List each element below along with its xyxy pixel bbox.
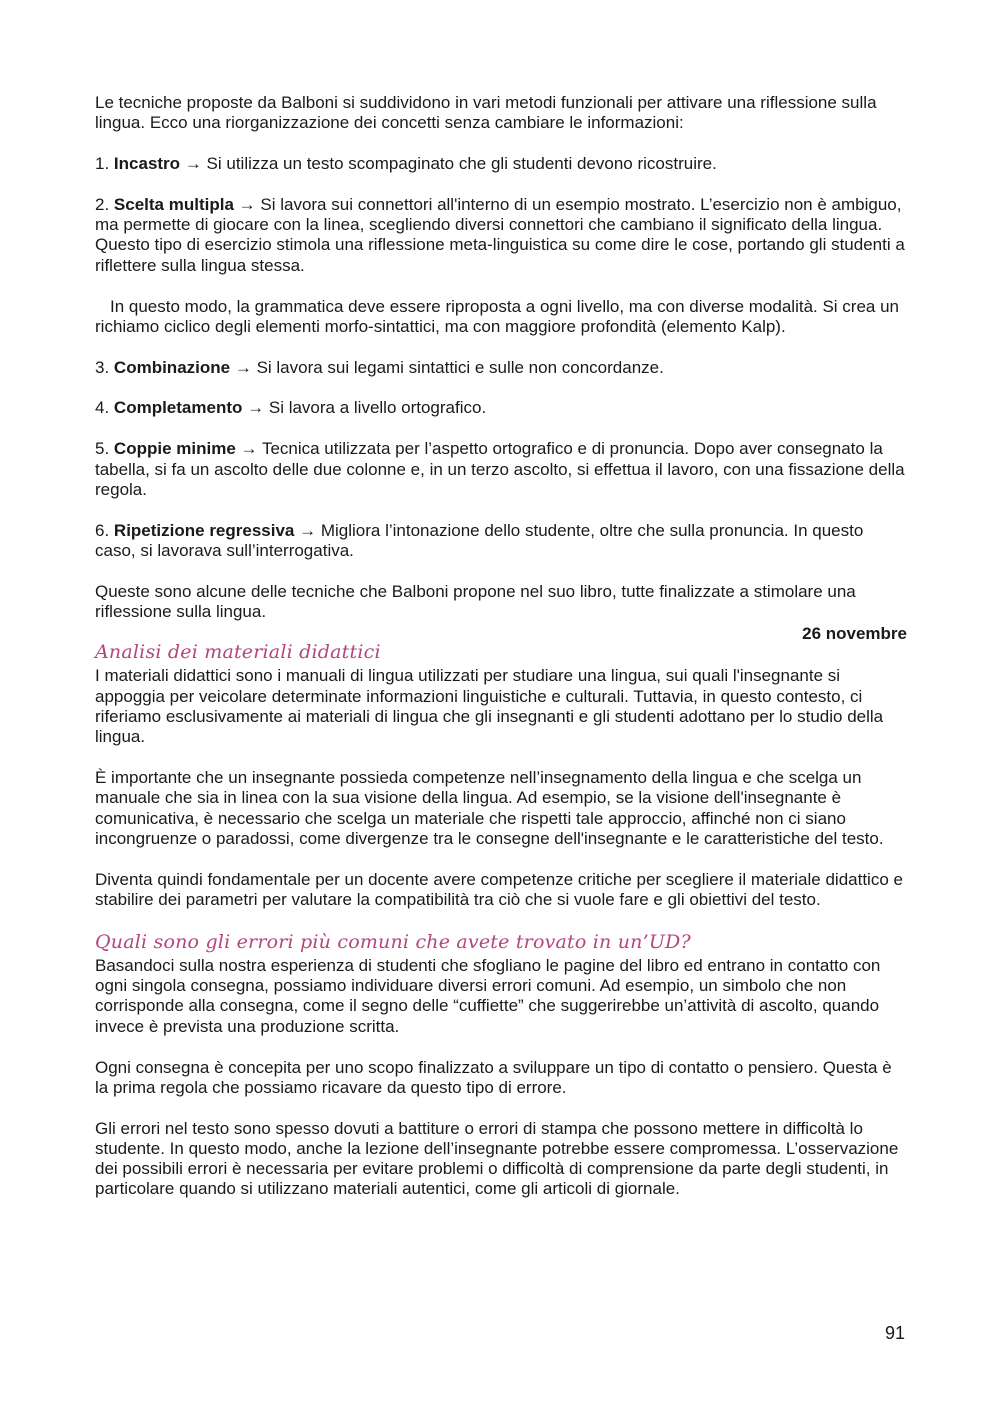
section-heading-materiali: Analisi dei materiali didattici: [95, 641, 381, 664]
item-text: Tecnica utilizzata per l’aspetto ortografico e di pronuncia. Dopo aver consegnato la tabella, si fa un ascolto delle due colonne e, in un terzo ascolto, si effettua il lavoro, con una fissazione della regola.: [95, 439, 905, 499]
item-text: Si lavora a livello ortografico.: [268, 398, 487, 418]
item-term: Ripetizione regressiva: [113, 520, 295, 540]
item-number: 1.: [95, 154, 110, 174]
item-text: Si utilizza un testo scompaginato che gli studenti devono ricostruire.: [206, 154, 717, 174]
section1-paragraph: Diventa quindi fondamentale per un docente avere competenze critiche per scegliere il materiale didattico e stabilire dei parametri per valutare la compatibilità tra ciò che si vuole fare e gli obiettivi del testo.: [95, 869, 903, 910]
item-term: Incastro: [113, 154, 181, 174]
item-number: 6.: [95, 520, 110, 540]
section2-paragraph: Gli errori nel testo sono spesso dovuti a battiture o errori di stampa che possono mettere in difficoltà lo studente. In questo modo, anche la lezione dell’insegnante potrebbe essere compromessa. L’osservazione dei possibili errori è necessaria per evitare problemi o difficoltà di comprensione da parte degli studenti, in particolare quando si utilizzano materiali autentici, come gli articoli di giornale.: [95, 1118, 899, 1199]
item-text: Si lavora sui connettori all'interno di un esempio mostrato. L’esercizio non è ambiguo, ma permette di giocare con la linea, scegliendo diversi connettori che cambiano il significato della lingua. Questo tipo di esercizio stimola una riflessione meta-linguistica su come dire le cose, portando gli studenti a riflettere sulla lingua stessa.: [95, 194, 905, 275]
arrow-icon: →: [234, 357, 252, 377]
arrow-icon: →: [240, 439, 258, 459]
lesson-date: 26 novembre: [802, 624, 907, 644]
technique-item-coppie-minime: [95, 439, 907, 500]
grammar-note-paragraph: In questo modo, la grammatica deve essere riproposta a ogni livello, ma con diverse modalità. Si crea un richiamo ciclico degli elementi morfo-sintattici, ma con maggiore profondità (elemento Kalp).: [95, 296, 900, 336]
closing-paragraph: Queste sono alcune delle tecniche che Balboni propone nel suo libro, tutte finalizzate a stimolare una riflessione sulla lingua.: [95, 581, 856, 622]
page-content: [95, 93, 907, 1200]
arrow-icon: →: [238, 194, 256, 214]
technique-item-completamento: [95, 398, 907, 418]
arrow-icon: →: [184, 154, 202, 174]
section1-paragraph: I materiali didattici sono i manuali di lingua utilizzati per studiare una lingua, sui quali l'insegnante si appoggia per veicolare determinate informazioni linguistiche e culturali. Tuttavia, in questo contesto, ci riferiamo esclusivamente ai materiali di lingua che gli insegnanti e gli studenti adottano per lo studio della lingua.: [95, 666, 884, 747]
section1-paragraph: È importante che un insegnante possieda competenze nell’insegnamento della lingua e che scelga un manuale che sia in linea con la sua visione della lingua. Ad esempio, se la visione dell'insegnante è comunicativa, è necessario che scelga un materiale che rispetti tale approccio, affinché non ci siano incongruenze o paradossi, come divergenze tra le consegne dell'insegnante e le caratteristiche del testo.: [95, 768, 884, 848]
item-term: Combinazione: [113, 357, 231, 377]
section-heading-errori: Quali sono gli errori più comuni che avete trovato in un’UD?: [95, 930, 691, 953]
item-number: 4.: [95, 398, 110, 418]
item-term: Scelta multipla: [113, 194, 234, 214]
section2-paragraph: Ogni consegna è concepita per uno scopo finalizzato a sviluppare un tipo di contatto o pensiero. Questa è la prima regola che possiamo ricavare da questo tipo di errore.: [95, 1057, 892, 1097]
technique-item-combinazione: [95, 358, 907, 378]
item-number: 5.: [95, 439, 110, 459]
item-term: Coppie minime: [113, 439, 236, 459]
item-text: Migliora l’intonazione dello studente, oltre che sulla pronuncia. In questo caso, si lavorava sull’interrogativa.: [95, 520, 864, 560]
technique-item-ripetizione-regressiva: [95, 521, 907, 562]
arrow-icon: →: [299, 520, 317, 540]
page-number: 91: [884, 1323, 905, 1343]
item-term: Completamento: [113, 398, 243, 418]
arrow-icon: →: [247, 398, 265, 418]
technique-item-incastro: [95, 154, 907, 174]
section2-paragraph: Basandoci sulla nostra esperienza di studenti che sfogliano le pagine del libro ed entrano in contatto con ogni singola consegna, possiamo individuare diversi errori comuni. Ad esempio, un simbolo che non corrisponde alla consegna, come il segno delle “cuffiette” che suggerirebbe un’attività di ascolto, quando invece è prevista una produzione scritta.: [95, 955, 881, 1036]
intro-paragraph: Le tecniche proposte da Balboni si suddividono in vari metodi funzionali per attivare una riflessione sulla lingua. Ecco una riorganizzazione dei concetti senza cambiare le informazioni:: [95, 93, 877, 133]
item-number: 3.: [95, 357, 110, 377]
item-text: Si lavora sui legami sintattici e sulle non concordanze.: [256, 357, 664, 377]
technique-item-scelta-multipla: [95, 195, 907, 276]
item-number: 2.: [95, 194, 110, 214]
